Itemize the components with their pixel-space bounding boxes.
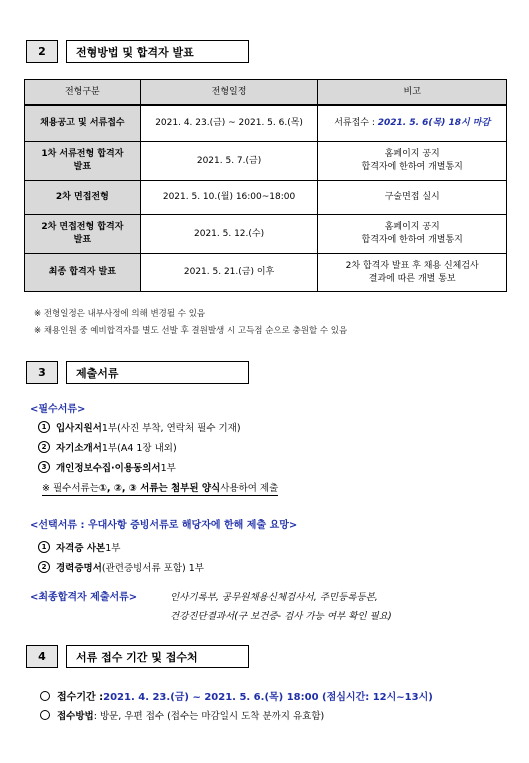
row-label: 채용공고 및 서류접수 (25, 105, 141, 142)
note-suffix: 사용하여 제출 (220, 483, 279, 494)
note-line: 2차 합격자 발표 후 채용 신체검사 (345, 260, 479, 271)
table-header-row (25, 80, 507, 106)
table-row (25, 105, 507, 142)
item-detail: 1부(A4 1장 내외) (101, 443, 177, 454)
note-line: 홈페이지 공지 (384, 149, 440, 159)
label-line: 1차 서류전형 합격자 (41, 149, 124, 159)
circled-number: 1 (38, 541, 50, 553)
method-label: 접수방법 (57, 711, 94, 722)
header-schedule: 전형일정 (140, 80, 318, 106)
label-line: 2차 면접전형 합격자 (41, 222, 124, 232)
deadline-highlight: 2021. 5. 6(목) 18시 마감 (377, 118, 491, 128)
table-row (25, 142, 507, 181)
note-emphasis: ①, ②, ③ 서류는 첨부된 양식 (98, 483, 221, 494)
item-detail: (관련증빙서류 포함) 1부 (101, 563, 204, 574)
schedule-note: ※ 전형일정은 내부사정에 의해 변경될 수 있음 (34, 309, 206, 319)
row-note (318, 142, 507, 181)
section-4-header (26, 645, 249, 668)
item-name: 자기소개서 (56, 443, 102, 454)
row-label (25, 215, 141, 254)
reserve-note: ※ 채용인원 중 예비합격자를 별도 선발 후 결원발생 시 고득점 순으로 충원할 수 있음 (34, 326, 348, 336)
row-date: 2021. 5. 7.(금) (140, 142, 318, 181)
item-name: 경력증명서 (56, 563, 102, 574)
row-date: 2021. 5. 12.(수) (140, 215, 318, 254)
section-number: 4 (26, 645, 58, 668)
row-date: 2021. 5. 21.(금) 이후 (140, 254, 318, 292)
note-prefix: 서류접수 : (334, 118, 378, 128)
table-row (25, 254, 507, 292)
required-docs-heading: <필수서류> (30, 404, 86, 415)
item-name: 자격증 사본 (56, 543, 106, 554)
row-date: 2021. 4. 23.(금) ~ 2021. 5. 6.(목) (140, 105, 318, 142)
section-title: 제출서류 (66, 361, 249, 384)
note-line: 결과에 따른 개별 통보 (368, 273, 456, 284)
item-detail: 1부 (160, 463, 176, 474)
final-docs-line: 인사기록부, 공무원채용신체검사서, 주민등록등본, (170, 592, 378, 603)
method-value: : 방문, 우편 접수 (접수는 마감일시 도착 분까지 유효함) (93, 711, 325, 722)
list-item (38, 460, 176, 474)
list-item (38, 560, 204, 574)
section-3-header (26, 361, 249, 384)
row-label (25, 142, 141, 181)
row-label: 최종 합격자 발표 (25, 254, 141, 292)
note-line: 홈페이지 공지 (384, 222, 440, 232)
row-note (318, 215, 507, 254)
period-value: 2021. 4. 23.(금) ~ 2021. 5. 6.(목) 18:00 (점심시간: 12시~13시) (103, 692, 433, 703)
schedule-table (24, 79, 507, 292)
table-row (25, 215, 507, 254)
circle-bullet-icon (40, 710, 50, 720)
label-line: 발표 (73, 235, 92, 245)
section-title: 서류 접수 기간 및 접수처 (66, 645, 249, 668)
note-prefix: ※ 필수서류는 (42, 483, 99, 494)
optional-docs-heading: <선택서류 : 우대사항 증빙서류로 해당자에 한해 제출 요망> (30, 520, 298, 531)
item-detail: 1부(사진 부착, 연락처 필수 기재) (101, 423, 241, 434)
row-note (318, 254, 507, 292)
circled-number: 3 (38, 461, 50, 473)
table-row (25, 181, 507, 215)
final-docs-heading: <최종합격자 제출서류> (30, 592, 138, 603)
circled-number: 2 (38, 561, 50, 573)
final-docs-line: 건강진단결과서(구 보건증- 검사 가능 여부 확인 필요) (170, 611, 392, 622)
row-date: 2021. 5. 10.(월) 16:00~18:00 (140, 181, 318, 215)
header-category: 전형구분 (25, 80, 141, 106)
circled-number: 1 (38, 421, 50, 433)
note-line: 합격자에 한하여 개별통지 (361, 162, 463, 172)
submission-period (40, 688, 433, 703)
submission-method (40, 708, 324, 722)
section-2-header (26, 40, 249, 63)
note-line: 합격자에 한하여 개별통지 (361, 235, 463, 245)
item-name: 개인정보수집·이용동의서 (56, 463, 161, 474)
item-name: 입사지원서 (56, 423, 102, 434)
circle-bullet-icon (40, 691, 50, 701)
circled-number: 2 (38, 441, 50, 453)
list-item (38, 420, 241, 434)
section-number: 3 (26, 361, 58, 384)
row-label: 2차 면접전형 (25, 181, 141, 215)
label-line: 발표 (73, 162, 92, 172)
required-docs-note (42, 480, 278, 496)
list-item (38, 440, 177, 454)
row-note (318, 105, 507, 142)
section-number: 2 (26, 40, 58, 63)
header-remarks: 비고 (318, 80, 507, 106)
item-detail: 1부 (105, 543, 121, 554)
section-title: 전형방법 및 합격자 발표 (66, 40, 249, 63)
list-item (38, 540, 120, 554)
row-note: 구술면접 실시 (318, 181, 507, 215)
period-label: 접수기간 : (57, 692, 104, 703)
